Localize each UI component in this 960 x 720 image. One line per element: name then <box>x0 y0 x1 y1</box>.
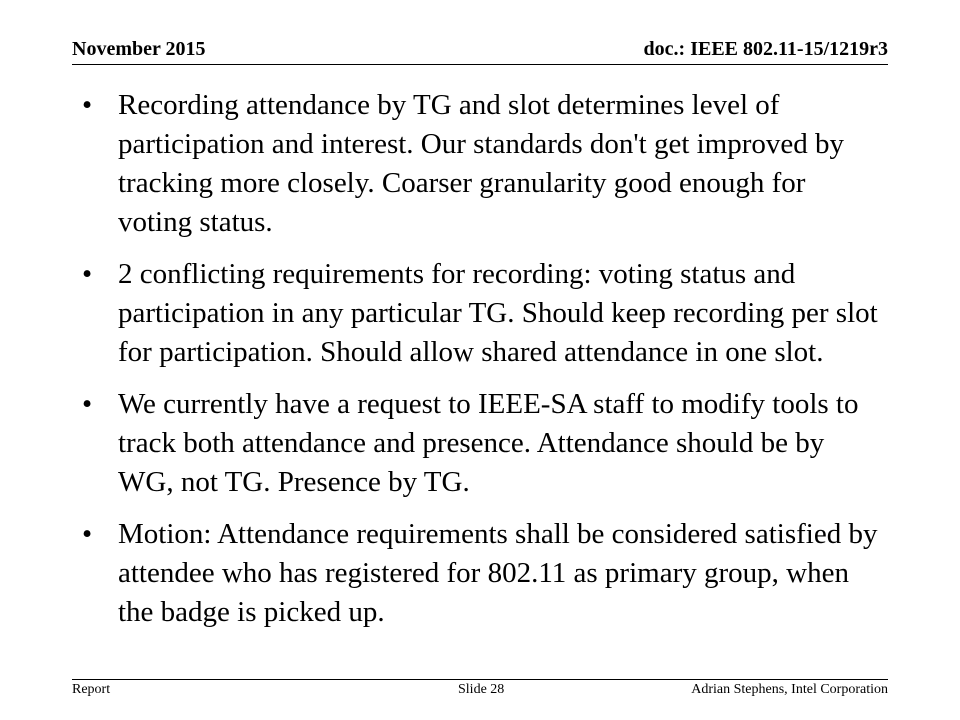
bullet-item <box>80 385 880 502</box>
footer-author: Adrian Stephens, Intel Corporation <box>691 682 888 697</box>
bullet-item <box>80 86 880 242</box>
bullet-marker: • <box>82 388 93 420</box>
slide-header <box>72 38 888 65</box>
bullet-marker: • <box>82 258 93 290</box>
bullet-text: 2 conflicting requirements for recording: voting status and participation in any particular TG. Should keep recording per slot for participation. Should allow shared attendance in one slot. <box>118 258 878 368</box>
bullet-marker: • <box>82 518 93 550</box>
slide-footer <box>72 679 888 701</box>
footer-slide-number: Slide 28 <box>458 682 505 697</box>
bullet-item <box>80 255 880 372</box>
header-doc-id: doc.: IEEE 802.11-15/1219r3 <box>643 38 888 60</box>
bullet-text: Recording attendance by TG and slot determines level of participation and interest. Our standards don't get improved by tracking more closely. Coarser granularity good enough for voting status. <box>118 89 845 238</box>
bullet-text: Motion: Attendance requirements shall be considered satisfied by attendee who has registered for 802.11 as primary group, when the badge is picked up. <box>118 518 878 628</box>
footer-report: Report <box>72 682 111 697</box>
slide-body <box>80 86 880 645</box>
header-date: November 2015 <box>72 38 206 60</box>
bullet-marker: • <box>82 89 93 121</box>
bullet-item <box>80 515 880 632</box>
bullet-text: We currently have a request to IEEE-SA staff to modify tools to track both attendance and presence. Attendance should be by WG, not TG. Presence by TG. <box>118 388 859 498</box>
